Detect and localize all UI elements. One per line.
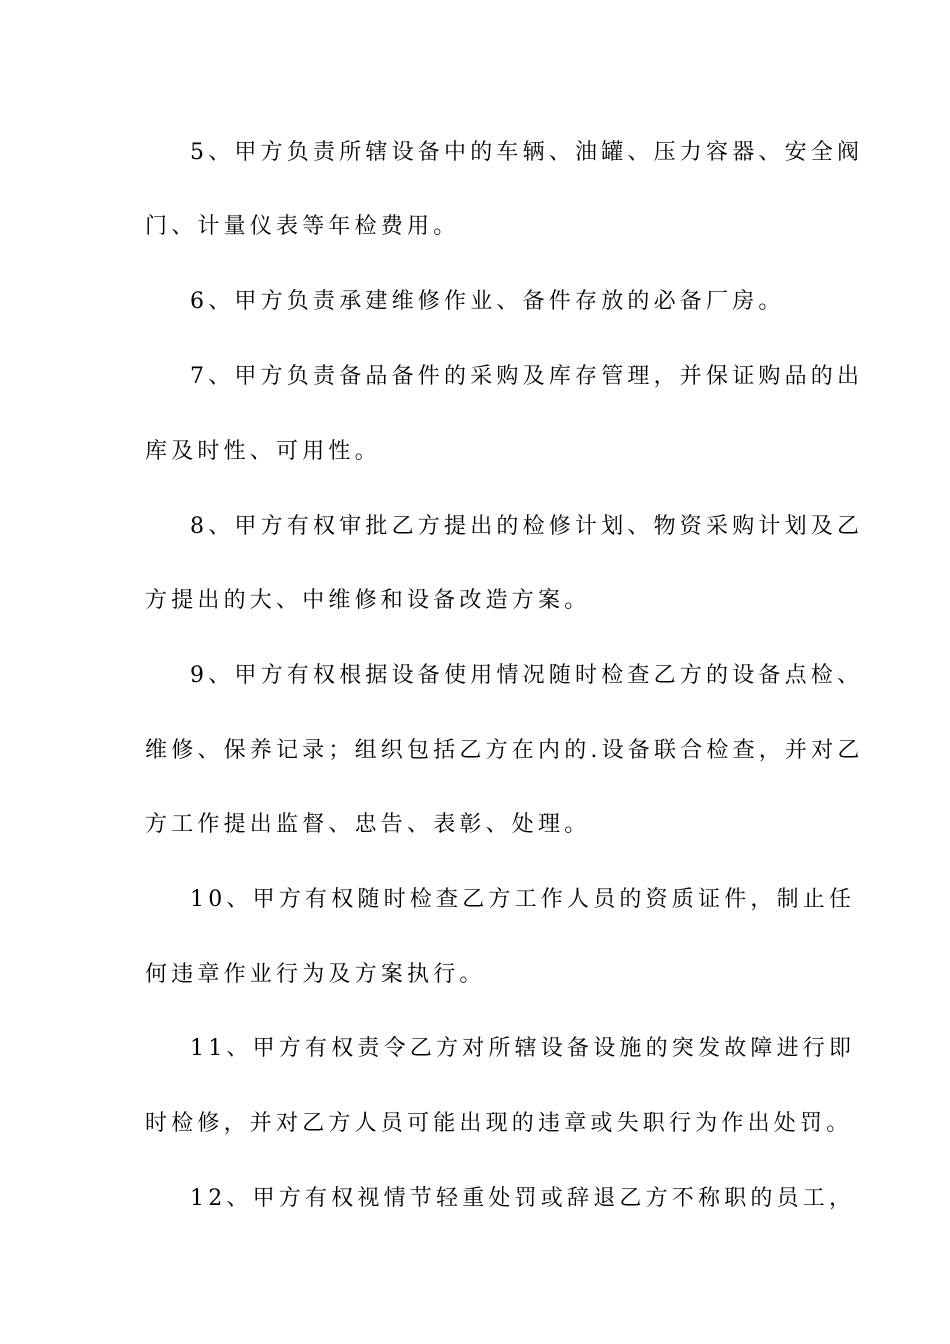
paragraph-12-line-1: 12、甲方有权视情节轻重处罚或辞退乙方不称职的员工， (190, 1186, 856, 1211)
paragraph-11-line-1: 11、甲方有权责令乙方对所辖设备设施的突发故障进行即 (190, 1036, 856, 1061)
paragraph-7-line-2: 库及时性、可用性。 (145, 439, 381, 464)
paragraph-10-line-2: 何违章作业行为及方案执行。 (145, 962, 486, 987)
paragraph-9-line-3: 方工作提出监督、忠告、表彰、处理。 (145, 812, 591, 837)
paragraph-6-line-1: 6、甲方负责承建维修作业、备件存放的必备厂房。 (190, 289, 785, 314)
paragraph-8-line-2: 方提出的大、中维修和设备改造方案。 (145, 588, 591, 613)
paragraph-7-line-1: 7、甲方负责备品备件的采购及库存管理，并保证购品的出 (190, 364, 864, 389)
paragraph-8-line-1: 8、甲方有权审批乙方提出的检修计划、物资采购计划及乙 (190, 514, 864, 539)
paragraph-11-line-2: 时检修，并对乙方人员可能出现的违章或失职行为作出处罚。 (145, 1111, 853, 1136)
paragraph-10-line-1: 10、甲方有权随时检查乙方工作人员的资质证件，制止任 (190, 887, 856, 912)
paragraph-9-line-1: 9、甲方有权根据设备使用情况随时检查乙方的设备点检、 (190, 663, 864, 688)
paragraph-9-line-2: 维修、保养记录；组织包括乙方在内的.设备联合检查，并对乙 (145, 738, 864, 763)
paragraph-5-line-2: 门、计量仪表等年检费用。 (145, 214, 460, 239)
paragraph-5-line-1: 5、甲方负责所辖设备中的车辆、油罐、压力容器、安全阀 (190, 140, 864, 165)
